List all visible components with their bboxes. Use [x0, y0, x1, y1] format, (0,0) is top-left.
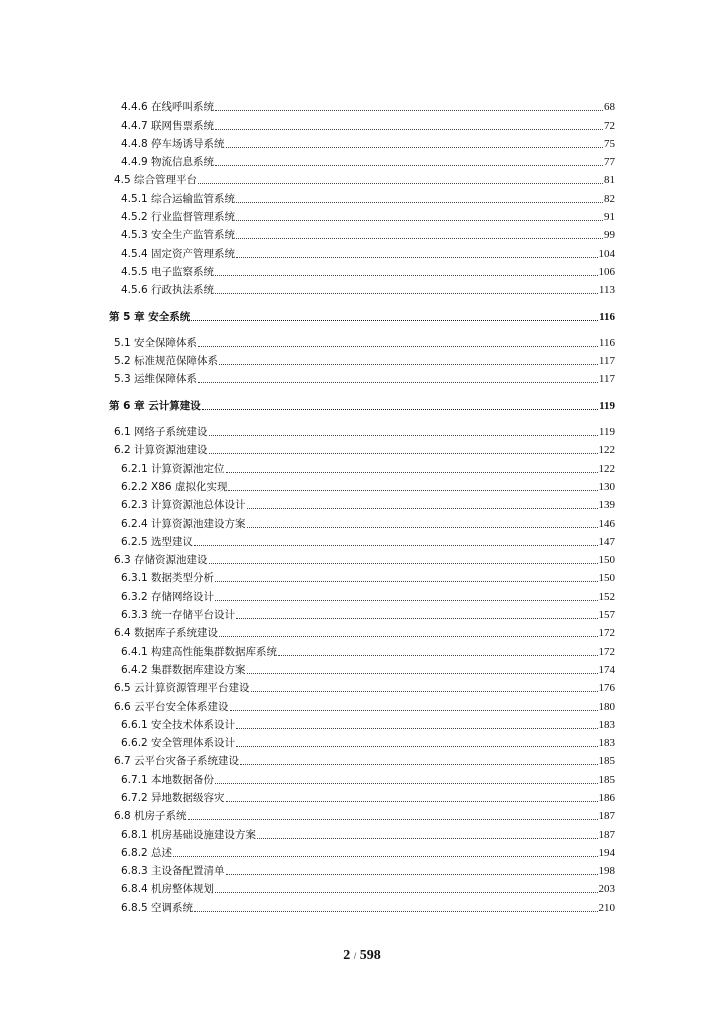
- toc-entry-title: 6.8.1 机房基础设施建设方案: [121, 828, 257, 841]
- toc-page-number: 122: [598, 444, 615, 457]
- toc-entry[interactable]: [0, 731, 724, 749]
- toc-entry-title: 4.4.7 联网售票系统: [121, 119, 215, 132]
- toc-page-number: 185: [598, 773, 615, 786]
- toc-entry[interactable]: [0, 658, 724, 676]
- toc-entry[interactable]: [0, 150, 724, 168]
- toc-entry[interactable]: [0, 822, 724, 840]
- toc-page-number: 119: [598, 426, 615, 439]
- toc-entry-title: 6.2.4 计算资源池建设方案: [121, 517, 246, 530]
- toc-entry[interactable]: [0, 456, 724, 474]
- toc-page-number: 113: [598, 284, 615, 297]
- toc-entry[interactable]: [0, 676, 724, 694]
- toc-page-number: 185: [598, 755, 615, 768]
- toc-entry[interactable]: [0, 895, 724, 913]
- toc-dot-leader: [215, 100, 603, 111]
- toc-entry-title: 6.7 云平台灾备子系统建设: [114, 755, 240, 768]
- toc-entry[interactable]: [0, 420, 724, 438]
- toc-dot-leader: [247, 517, 598, 528]
- toc-dot-leader: [188, 809, 598, 820]
- toc-page-number: 172: [598, 627, 615, 640]
- toc-dot-leader: [236, 192, 603, 203]
- toc-page-number: 150: [598, 572, 615, 585]
- toc-page-number: 117: [598, 355, 615, 368]
- toc-entry[interactable]: [0, 493, 724, 511]
- toc-entry-title: 5.2 标准规范保障体系: [114, 355, 219, 368]
- toc-page-number: 157: [598, 609, 615, 622]
- toc-page-number: 172: [598, 645, 615, 658]
- toc-entry[interactable]: [0, 186, 724, 204]
- toc-dot-leader: [240, 754, 597, 765]
- toc-dot-leader: [198, 173, 603, 184]
- toc-dot-leader: [251, 681, 598, 692]
- toc-page-number: 174: [598, 663, 615, 676]
- toc-page-number: 203: [598, 883, 615, 896]
- toc-dot-leader: [236, 210, 603, 221]
- toc-dot-leader: [215, 119, 603, 130]
- toc-dot-leader: [226, 137, 603, 148]
- toc-entry-title: 6.8.5 空调系统: [121, 901, 194, 914]
- toc-page-number: 150: [598, 554, 615, 567]
- toc-page-number: 99: [604, 229, 615, 242]
- toc-page-number: 187: [598, 810, 615, 823]
- toc-dot-leader: [194, 535, 597, 546]
- page-separator: /: [353, 951, 357, 961]
- toc-entry[interactable]: [0, 749, 724, 767]
- toc-dot-leader: [278, 645, 597, 656]
- toc-dot-leader: [236, 718, 597, 729]
- toc-entry-title: 6.2.5 选型建议: [121, 535, 194, 548]
- toc-entry[interactable]: [0, 475, 724, 493]
- chapter-spacer: [0, 296, 724, 304]
- toc-page-number: 180: [598, 700, 615, 713]
- toc-dot-leader: [191, 310, 598, 321]
- toc-entry[interactable]: [0, 841, 724, 859]
- toc-entry-title: 6.6.2 安全管理体系设计: [121, 737, 236, 750]
- toc-dot-leader: [215, 571, 597, 582]
- toc-page-number: 146: [598, 517, 615, 530]
- toc-entry[interactable]: [0, 548, 724, 566]
- toc-page-number: 187: [598, 828, 615, 841]
- toc-page-number: 130: [598, 480, 615, 493]
- toc-entry[interactable]: [0, 877, 724, 895]
- toc-entry[interactable]: [0, 584, 724, 602]
- toc-entry[interactable]: [0, 713, 724, 731]
- toc-page-number: 91: [604, 211, 615, 224]
- toc-entry-title: 4.5 综合管理平台: [114, 174, 198, 187]
- current-page: 2: [343, 948, 351, 963]
- toc-dot-leader: [236, 228, 603, 239]
- toc-entry-title: 6.3 存储资源池建设: [114, 554, 208, 567]
- page-number-footer: [0, 948, 724, 964]
- toc-entry-title: 4.4.6 在线呼叫系统: [121, 101, 215, 114]
- toc-entry-title: 6.7.1 本地数据备份: [121, 773, 215, 786]
- chapter-spacer: [0, 412, 724, 420]
- toc-entry[interactable]: [0, 438, 724, 456]
- chapter-spacer: [0, 385, 724, 393]
- toc-chapter-entry[interactable]: [0, 393, 724, 411]
- toc-page-number: 210: [598, 901, 615, 914]
- toc-entry-title: 6.8 机房子系统: [114, 810, 187, 823]
- toc-page-number: 68: [604, 101, 615, 114]
- toc-entry[interactable]: [0, 367, 724, 385]
- toc-entry[interactable]: [0, 804, 724, 822]
- toc-entry[interactable]: [0, 603, 724, 621]
- toc-entry[interactable]: [0, 530, 724, 548]
- toc-entry[interactable]: [0, 786, 724, 804]
- toc-dot-leader: [219, 626, 597, 637]
- toc-dot-leader: [209, 553, 598, 564]
- toc-page-number: 116: [598, 336, 615, 349]
- toc-entry-title: 4.5.1 综合运输监管系统: [121, 192, 236, 205]
- toc-entry[interactable]: [0, 566, 724, 584]
- toc-entry-title: 6.2 计算资源池建设: [114, 444, 208, 457]
- toc-entry[interactable]: [0, 694, 724, 712]
- toc-entry-title: 4.4.8 停车场诱导系统: [121, 137, 225, 150]
- toc-entry-title: 5.3 运维保障体系: [114, 373, 198, 386]
- toc-dot-leader: [215, 882, 597, 893]
- toc-entry-title: 4.4.9 物流信息系统: [121, 156, 215, 169]
- toc-dot-leader: [236, 608, 597, 619]
- toc-dot-leader: [194, 901, 597, 912]
- toc-page-number: 82: [604, 192, 615, 205]
- toc-entry[interactable]: [0, 349, 724, 367]
- toc-dot-leader: [209, 443, 598, 454]
- toc-entry-title: 4.5.4 固定资产管理系统: [121, 247, 236, 260]
- toc-entry[interactable]: [0, 278, 724, 296]
- toc-entry-title: 6.6 云平台安全体系建设: [114, 700, 229, 713]
- toc-entry[interactable]: [0, 331, 724, 349]
- toc-dot-leader: [226, 864, 598, 875]
- toc-dot-leader: [257, 828, 597, 839]
- toc-entry-title: 6.3.2 存储网络设计: [121, 590, 215, 603]
- toc-dot-leader: [230, 700, 598, 711]
- toc-dot-leader: [215, 773, 597, 784]
- toc-dot-leader: [215, 265, 597, 276]
- toc-page-number: 119: [599, 399, 615, 412]
- toc-page-number: 122: [598, 462, 615, 475]
- toc-entry[interactable]: [0, 767, 724, 785]
- toc-entry[interactable]: [0, 859, 724, 877]
- toc-page-number: 147: [598, 535, 615, 548]
- toc-entry-title: 4.5.2 行业监督管理系统: [121, 211, 236, 224]
- toc-page-number: 183: [598, 718, 615, 731]
- total-pages: 598: [359, 948, 381, 963]
- toc-dot-leader: [247, 498, 598, 509]
- toc-page-number: 104: [598, 247, 615, 260]
- toc-page-number: 72: [604, 119, 615, 132]
- toc-entry[interactable]: [0, 223, 724, 241]
- toc-entry-title: 6.8.4 机房整体规划: [121, 883, 215, 896]
- toc-page-number: 81: [604, 174, 615, 187]
- toc-dot-leader: [236, 247, 597, 258]
- toc-entry-title: 6.2.3 计算资源池总体设计: [121, 499, 246, 512]
- toc-entry-title: 4.5.3 安全生产监管系统: [121, 229, 236, 242]
- toc-dot-leader: [228, 480, 597, 491]
- toc-dot-leader: [236, 736, 597, 747]
- toc-entry-title: 6.3.1 数据类型分析: [121, 572, 215, 585]
- toc-page-number: 116: [599, 310, 615, 323]
- toc-entry[interactable]: [0, 639, 724, 657]
- toc-dot-leader: [198, 372, 598, 383]
- toc-entry[interactable]: [0, 621, 724, 639]
- toc-entry[interactable]: [0, 260, 724, 278]
- toc-page-number: 183: [598, 737, 615, 750]
- toc-dot-leader: [215, 590, 597, 601]
- toc-dot-leader: [215, 155, 603, 166]
- toc-entry-title: 6.8.3 主设备配置清单: [121, 865, 225, 878]
- table-of-contents: [0, 95, 724, 914]
- toc-entry-title: 6.6.1 安全技术体系设计: [121, 718, 236, 731]
- toc-dot-leader: [247, 663, 598, 674]
- toc-entry[interactable]: [0, 241, 724, 259]
- toc-entry-title: 第 5 章 安全系统: [109, 310, 191, 323]
- chapter-spacer: [0, 323, 724, 331]
- toc-entry-title: 6.3.3 统一存储平台设计: [121, 609, 236, 622]
- toc-entry-title: 6.2.1 计算资源池定位: [121, 462, 225, 475]
- toc-entry[interactable]: [0, 205, 724, 223]
- toc-page-number: 77: [604, 156, 615, 169]
- toc-entry-title: 第 6 章 云计算建设: [109, 399, 201, 412]
- toc-dot-leader: [202, 399, 598, 410]
- toc-dot-leader: [173, 846, 597, 857]
- toc-page-number: 106: [598, 265, 615, 278]
- toc-entry-title: 4.5.6 行政执法系统: [121, 284, 215, 297]
- toc-entry-title: 6.4.1 构建高性能集群数据库系统: [121, 645, 278, 658]
- toc-page-number: 139: [598, 499, 615, 512]
- toc-entry[interactable]: [0, 168, 724, 186]
- toc-entry[interactable]: [0, 113, 724, 131]
- toc-entry-title: 6.4.2 集群数据库建设方案: [121, 663, 246, 676]
- toc-entry-title: 5.1 安全保障体系: [114, 336, 198, 349]
- toc-dot-leader: [215, 283, 598, 294]
- toc-dot-leader: [209, 425, 598, 436]
- toc-entry-title: 6.7.2 异地数据级容灾: [121, 791, 225, 804]
- toc-entry[interactable]: [0, 132, 724, 150]
- toc-dot-leader: [226, 462, 598, 473]
- toc-entry-title: 6.1 网络子系统建设: [114, 426, 208, 439]
- toc-page-number: 194: [598, 846, 615, 859]
- toc-entry[interactable]: [0, 95, 724, 113]
- toc-dot-leader: [198, 336, 598, 347]
- toc-page-number: 198: [598, 865, 615, 878]
- toc-dot-leader: [219, 354, 598, 365]
- toc-page-number: 186: [598, 791, 615, 804]
- toc-entry-title: 6.8.2 总述: [121, 846, 173, 859]
- toc-page-number: 152: [598, 590, 615, 603]
- toc-dot-leader: [226, 791, 598, 802]
- toc-page-number: 117: [598, 373, 615, 386]
- toc-page-number: 176: [598, 682, 615, 695]
- toc-page-number: 75: [604, 137, 615, 150]
- toc-entry-title: 6.5 云计算资源管理平台建设: [114, 682, 250, 695]
- toc-entry-title: 6.4 数据库子系统建设: [114, 627, 219, 640]
- toc-entry-title: 6.2.2 X86 虚拟化实现: [121, 480, 228, 493]
- toc-entry[interactable]: [0, 511, 724, 529]
- toc-chapter-entry[interactable]: [0, 304, 724, 322]
- toc-entry-title: 4.5.5 电子监察系统: [121, 265, 215, 278]
